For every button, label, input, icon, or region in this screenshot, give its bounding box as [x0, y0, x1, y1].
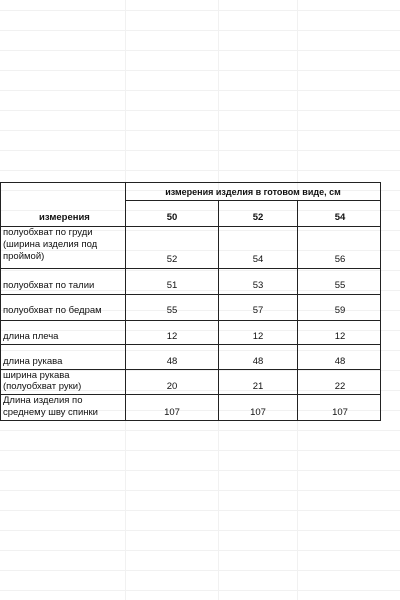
title-divider	[125, 200, 381, 201]
row-header-label: измерения	[39, 212, 90, 223]
row-label: полуобхват по бедрам	[3, 305, 102, 316]
table-cell: 22	[334, 381, 346, 392]
row-divider	[0, 320, 381, 321]
row-label: длина рукава	[3, 356, 63, 367]
row-label: (ширина изделия под	[3, 239, 98, 250]
row-label: длина плеча	[3, 331, 59, 342]
table-title: измерения изделия в готовом виде, см	[165, 187, 341, 197]
table-cell: 53	[252, 280, 264, 291]
table-cell: 107	[164, 407, 180, 418]
table-border-bottom	[0, 420, 381, 421]
table-cell: 51	[166, 280, 178, 291]
table-cell: 56	[334, 254, 346, 265]
size-header: 50	[166, 212, 178, 223]
table-cell: 107	[250, 407, 266, 418]
table-cell: 21	[252, 381, 264, 392]
table-border-left	[0, 182, 1, 421]
size-header: 54	[334, 212, 346, 223]
table-cell: 48	[166, 356, 178, 367]
size-header: 52	[252, 212, 264, 223]
row-label: полуобхват по талии	[3, 280, 95, 291]
table-cell: 59	[334, 305, 346, 316]
table-cell: 55	[334, 280, 346, 291]
row-label: ширина рукава	[3, 370, 70, 381]
table-border-right	[380, 182, 381, 421]
table-cell: 12	[252, 331, 264, 342]
table-cell: 55	[166, 305, 178, 316]
row-label: полуобхват по груди	[3, 227, 93, 238]
table-cell: 52	[166, 254, 178, 265]
table-cell: 54	[252, 254, 264, 265]
table-cell: 48	[252, 356, 264, 367]
row-divider	[0, 294, 381, 295]
table-cell: 12	[334, 331, 346, 342]
table-cell: 48	[334, 356, 346, 367]
table-cell: 20	[166, 381, 178, 392]
row-divider	[0, 268, 381, 269]
row-label: Длина изделия по	[3, 395, 83, 406]
table-border-top	[0, 182, 381, 183]
row-label: среднему шву спинки	[3, 407, 98, 418]
row-label: проймой)	[3, 251, 45, 262]
column-divider	[218, 200, 219, 421]
table-cell: 57	[252, 305, 264, 316]
column-divider	[125, 182, 126, 421]
column-divider	[297, 200, 298, 421]
row-divider	[0, 344, 381, 345]
row-label: (полуобхват руки)	[3, 381, 82, 392]
table-cell: 12	[166, 331, 178, 342]
table-cell: 107	[332, 407, 348, 418]
